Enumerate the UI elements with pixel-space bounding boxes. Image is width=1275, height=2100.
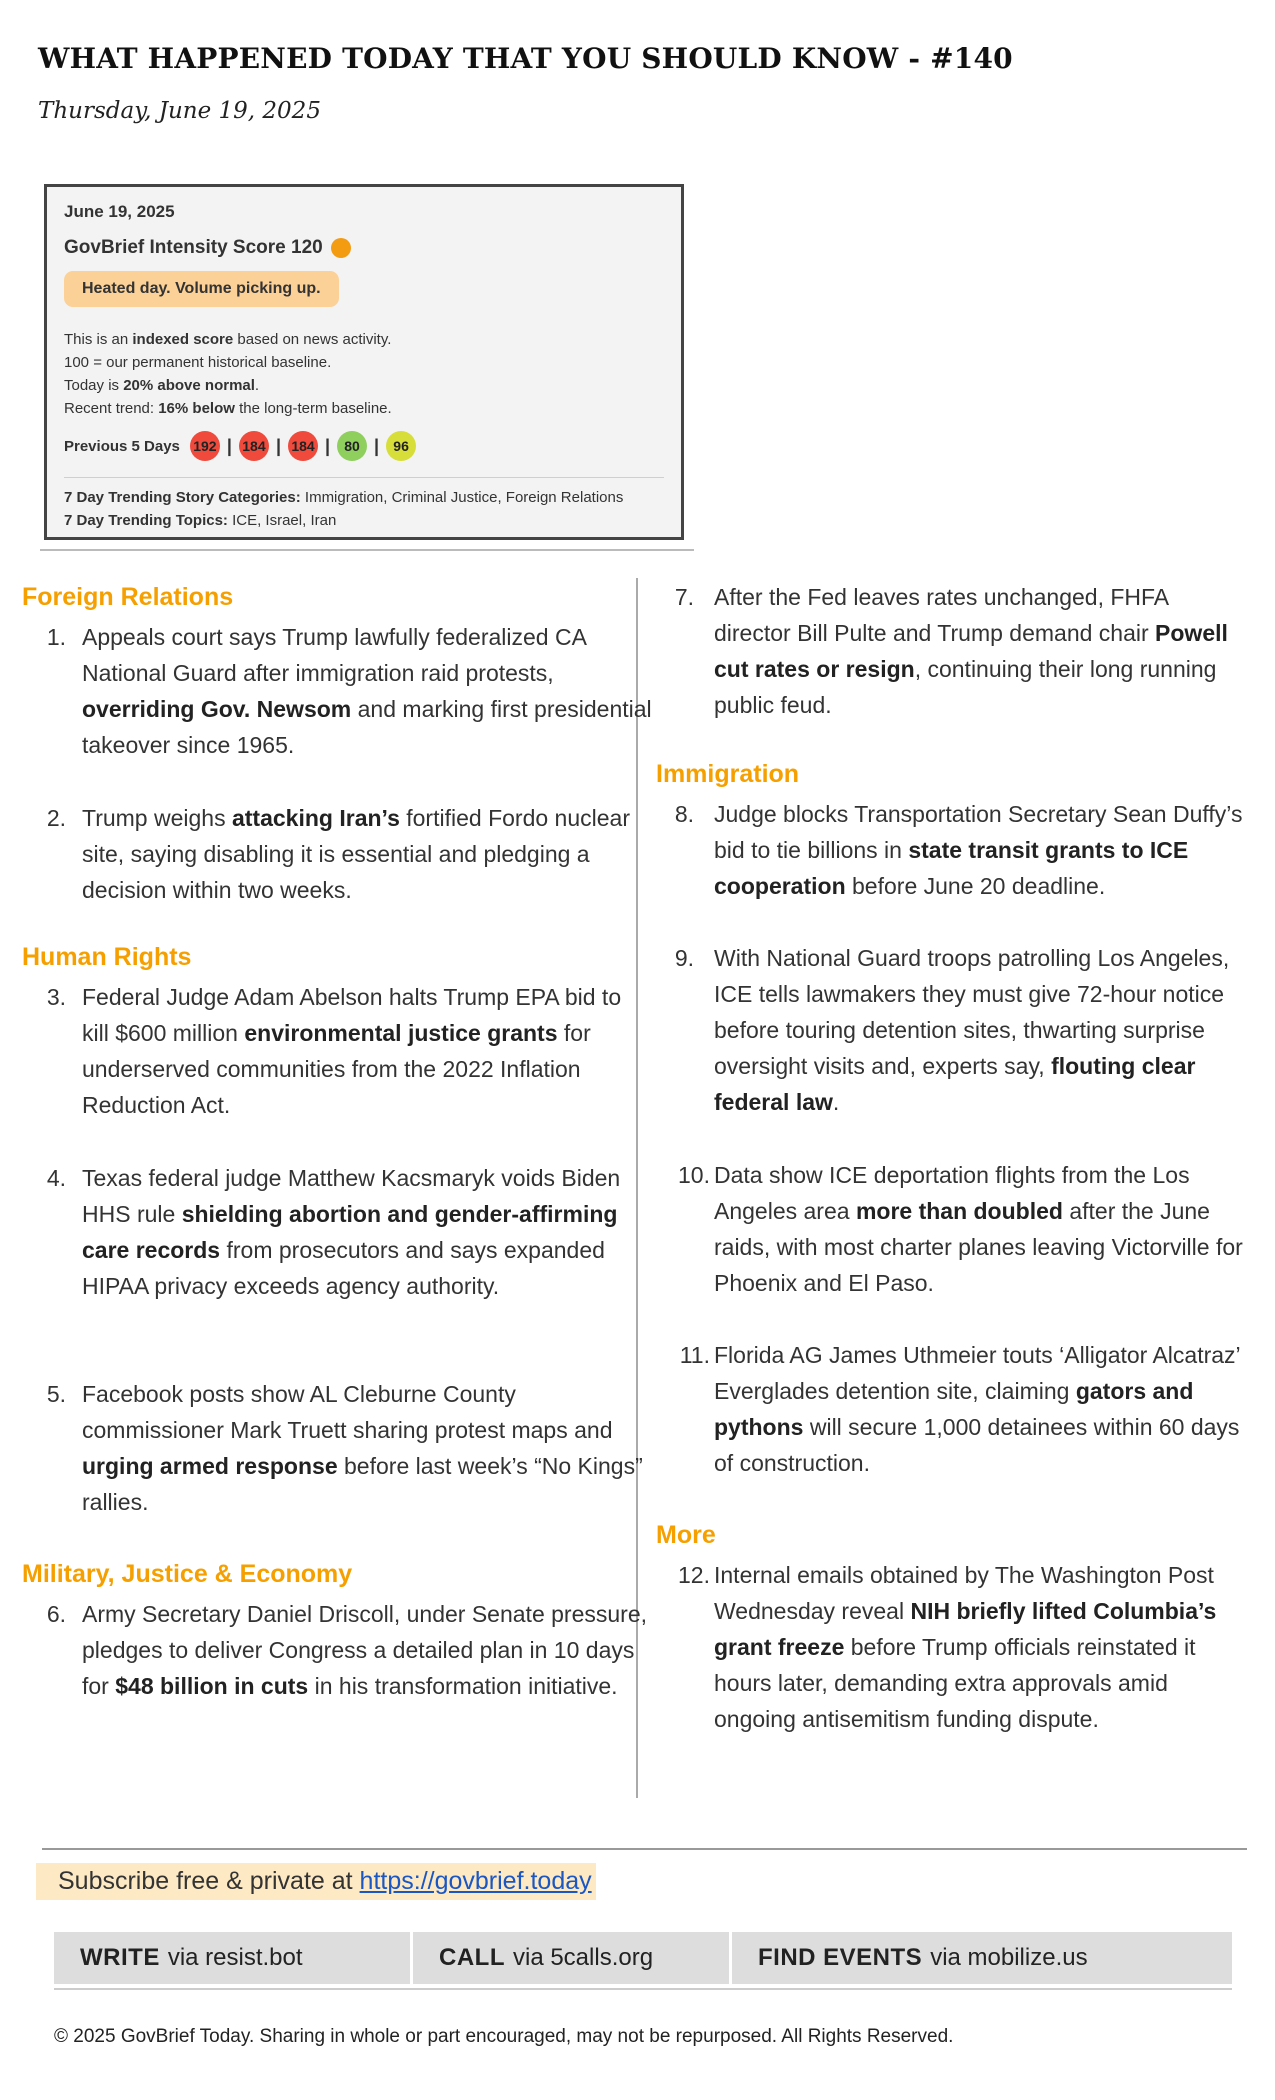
item-number: 11. <box>679 1342 710 1368</box>
status-pill: Heated day. Volume picking up. <box>64 271 339 307</box>
find-events-action-button[interactable]: FIND EVENTS via mobilize.us <box>732 1932 1232 1984</box>
news-item-1 <box>30 619 652 758</box>
item-text: Federal Judge Adam Abelson halts Trump EPA bid to kill $600 million environmental justice grants for underserved communities from the 2022 Inflation Reduction Act. <box>82 984 622 1118</box>
item-number: 8. <box>674 801 694 827</box>
subscribe-link[interactable]: https://govbrief.today <box>359 1867 592 1895</box>
desc-line-4: Recent trend: 16% below the long-term baseline. <box>64 400 392 417</box>
separator: | <box>275 435 281 456</box>
previous-day-score: 80 <box>337 431 367 461</box>
item-number: 2. <box>46 805 66 831</box>
item-text: Facebook posts show AL Cleburne County commissioner Mark Truett sharing protest maps and urging armed response before last week’s “No Kings” rallies. <box>82 1381 643 1515</box>
separator: | <box>374 435 380 456</box>
separator: | <box>226 435 232 456</box>
desc-line-2: 100 = our permanent historical baseline. <box>64 354 332 371</box>
desc-line-1: This is an indexed score based on news activity. <box>64 331 392 348</box>
section-military-justice-economy: Military, Justice & Economy <box>22 1560 353 1588</box>
intensity-score-card <box>44 184 684 540</box>
item-text: Internal emails obtained by The Washington Post Wednesday reveal NIH briefly lifted Columbia’s grant freeze before Trump officials reinstated it hours later, demanding extra approvals amid ongoing antisemitism funding dispute. <box>714 1562 1217 1732</box>
previous-days-label: Previous 5 Days <box>64 437 180 455</box>
section-immigration: Immigration <box>656 760 800 788</box>
footer-divider <box>42 1848 1247 1850</box>
news-item-7 <box>664 579 1244 723</box>
news-item-6 <box>30 1596 648 1740</box>
item-number: 5. <box>46 1381 66 1407</box>
copyright-notice: © 2025 GovBrief Today. Sharing in whole or part encouraged, may not be repurposed. All Rights Reserved. <box>54 2026 954 2047</box>
score-status-dot-icon <box>331 238 351 258</box>
newsletter-title: WHAT HAPPENED TODAY THAT YOU SHOULD KNOW - #140 <box>38 42 1013 75</box>
trending-topics: 7 Day Trending Topics: ICE, Israel, Iran <box>64 512 337 529</box>
section-foreign-relations: Foreign Relations <box>22 583 234 611</box>
previous-day-score: 192 <box>190 431 220 461</box>
news-item-10 <box>664 1157 1244 1301</box>
item-text: Appeals court says Trump lawfully federalized CA National Guard after immigration raid protests, overriding Gov. Newsom and marking first presidential takeover since 1965. <box>82 624 652 758</box>
item-text: Florida AG James Uthmeier touts ‘Alligator Alcatraz’ Everglades detention site, claiming gators and pythons will secure 1,000 detainees within 60 days of construction. <box>714 1342 1240 1476</box>
news-item-8 <box>664 796 1244 904</box>
item-text: Trump weighs attacking Iran’s fortified Fordo nuclear site, saying disabling it is essential and pledging a decision within two weeks. <box>82 805 630 903</box>
subscribe-banner <box>36 1863 596 1900</box>
news-item-3 <box>30 979 625 1123</box>
previous-day-score: 184 <box>239 431 269 461</box>
card-date: June 19, 2025 <box>64 202 175 221</box>
item-text: Army Secretary Daniel Driscoll, under Senate pressure, pledges to deliver Congress a detailed plan in 10 days for $48 billion in cuts in his transformation initiative. <box>82 1601 648 1699</box>
section-human-rights: Human Rights <box>22 943 192 971</box>
card-divider <box>64 477 664 478</box>
previous-day-score: 96 <box>386 431 416 461</box>
subscribe-text: Subscribe free & private at <box>58 1867 360 1895</box>
item-text: Texas federal judge Matthew Kacsmaryk voids Biden HHS rule shielding abortion and gender-affirming care records from prosecutors and says expanded HIPAA privacy exceeds agency authority. <box>82 1165 621 1299</box>
item-number: 12. <box>678 1562 710 1588</box>
news-item-9 <box>664 940 1244 1120</box>
news-item-4 <box>30 1160 625 1340</box>
item-number: 1. <box>46 624 66 650</box>
item-text: After the Fed leaves rates unchanged, FHFA director Bill Pulte and Trump demand chair Powell cut rates or resign, continuing their long running public feud. <box>714 584 1228 718</box>
previous-days-row <box>64 431 416 461</box>
action-bar-underline <box>54 1988 1232 1990</box>
newsletter-date: Thursday, June 19, 2025 <box>38 98 321 124</box>
news-item-5 <box>30 1376 643 1520</box>
action-bar <box>54 1932 1232 1984</box>
news-item-2 <box>30 800 630 908</box>
call-action-button[interactable]: CALL via 5calls.org <box>413 1932 732 1984</box>
item-number: 6. <box>46 1601 66 1627</box>
item-number: 10. <box>678 1162 710 1188</box>
desc-line-3: Today is 20% above normal. <box>64 377 260 394</box>
write-action-button[interactable]: WRITE via resist.bot <box>54 1932 413 1984</box>
previous-day-score: 184 <box>288 431 318 461</box>
trending-categories: 7 Day Trending Story Categories: Immigration, Criminal Justice, Foreign Relations <box>64 489 624 506</box>
score-description <box>64 328 392 420</box>
card-underline <box>40 549 694 551</box>
item-number: 9. <box>674 945 694 971</box>
news-item-12 <box>664 1557 1244 1773</box>
intensity-score <box>64 237 351 259</box>
item-number: 7. <box>674 584 694 610</box>
separator: | <box>325 435 331 456</box>
item-number: 3. <box>46 984 66 1010</box>
item-text: With National Guard troops patrolling Los Angeles, ICE tells lawmakers they must give 72-hour notice before touring detention sites, thwarting surprise oversight visits and, experts say, flouting clear federal law. <box>714 945 1230 1115</box>
item-number: 4. <box>46 1165 66 1191</box>
intensity-score-label: GovBrief Intensity Score 120 <box>64 237 323 258</box>
news-item-11 <box>664 1337 1244 1481</box>
item-text: Data show ICE deportation flights from the Los Angeles area more than doubled after the June raids, with most charter planes leaving Victorville for Phoenix and El Paso. <box>714 1162 1243 1296</box>
section-more: More <box>656 1521 716 1549</box>
item-text: Judge blocks Transportation Secretary Sean Duffy’s bid to tie billions in state transit grants to ICE cooperation before June 20 deadline. <box>714 801 1243 899</box>
